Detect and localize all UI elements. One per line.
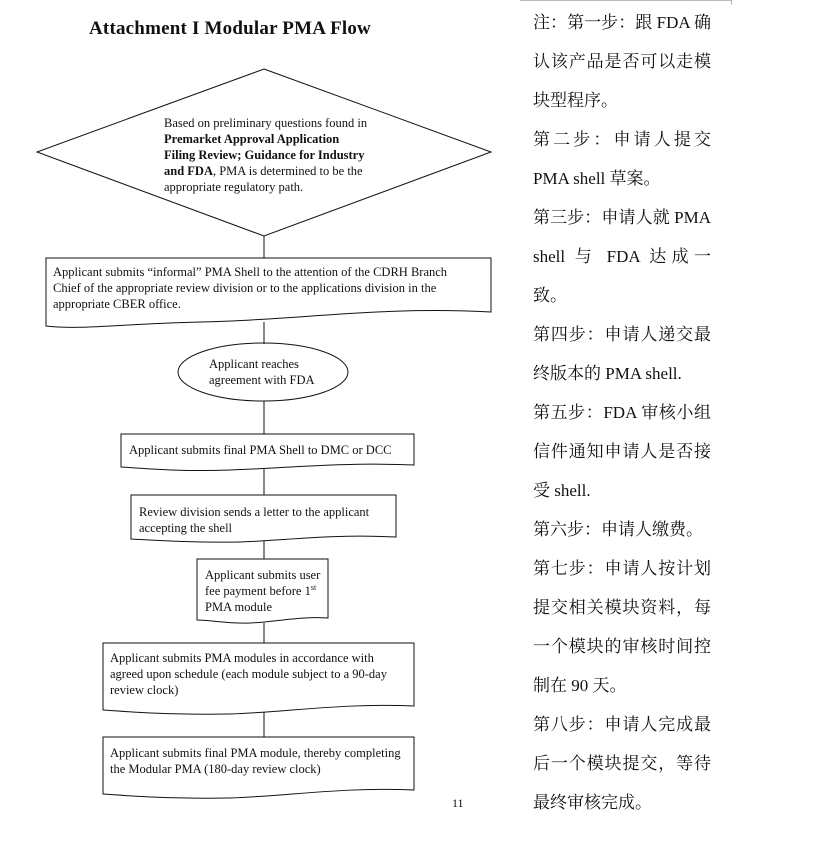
step-line: fee payment before 1 xyxy=(205,584,311,598)
decision-line: Based on preliminary questions found in xyxy=(164,116,368,130)
page-number: 11 xyxy=(452,796,464,810)
note-step-8: 第八步：申请人完成最后一个模块提交，等待最终审核完成。 xyxy=(533,715,711,812)
fee-text xyxy=(205,567,327,615)
agreement-text xyxy=(209,356,339,388)
step-line: accepting the shell xyxy=(139,521,233,535)
note-step-7: 第七步：申请人按计划提交相关模块资料，每一个模块的审核时间控制在 90 天。 xyxy=(533,559,711,695)
decision-bold-line: Premarket Approval Application xyxy=(164,132,340,146)
decision-bold-line: and FDA xyxy=(164,164,213,178)
notes-column xyxy=(533,3,711,822)
informal-shell-text xyxy=(53,264,489,312)
step-line: agreement with FDA xyxy=(209,373,315,387)
note-step-6: 第六步：申请人缴费。 xyxy=(533,520,703,539)
decision-line: appropriate regulatory path. xyxy=(164,180,304,194)
step-line: Applicant submits final PMA Shell to DMC or DCC xyxy=(129,443,392,457)
note-step-5: 第五步：FDA 审核小组信件通知申请人是否接受 shell. xyxy=(533,403,711,500)
letter-text xyxy=(139,504,393,536)
final-module-text xyxy=(110,745,412,777)
step-line: Applicant submits “informal” PMA Shell to the attention of the CDRH Branch xyxy=(53,265,448,279)
step-line: agreed upon schedule (each module subject to a 90-day xyxy=(110,667,387,681)
note-step-4: 第四步：申请人递交最终版本的 PMA shell. xyxy=(533,325,711,383)
step-line: PMA module xyxy=(205,600,273,614)
step-line: Applicant submits final PMA module, thereby completing xyxy=(110,746,401,760)
note-step-1: 注：第一步：跟 FDA 确认该产品是否可以走模块型程序。 xyxy=(533,13,711,110)
note-step-3: 第三步：申请人就 PMA shell 与 FDA 达成一致。 xyxy=(533,208,711,305)
step-line: Applicant submits user xyxy=(205,568,321,582)
modules-text xyxy=(110,650,412,698)
note-step-2: 第二步：申请人提交 PMA shell 草案。 xyxy=(533,130,711,188)
step-line: Applicant submits PMA modules in accordance with xyxy=(110,651,374,665)
step-line: the Modular PMA (180-day review clock) xyxy=(110,762,321,776)
page-top-edge xyxy=(520,0,732,1)
step-line: Applicant reaches xyxy=(209,357,299,371)
ordinal-superscript: st xyxy=(310,582,317,592)
step-line: Chief of the appropriate review division or to the applications division in the xyxy=(53,281,437,295)
step-line: appropriate CBER office. xyxy=(53,297,181,311)
page-top-edge-corner xyxy=(731,0,732,5)
decision-line: , PMA is determined to be the xyxy=(212,164,363,178)
document-title: Attachment I Modular PMA Flow xyxy=(89,18,371,39)
final-shell-text xyxy=(129,442,411,458)
step-line: Review division sends a letter to the applicant xyxy=(139,505,370,519)
step-line: review clock) xyxy=(110,683,179,697)
decision-bold-line: Filing Review; Guidance for Industry xyxy=(164,148,365,162)
decision-text xyxy=(164,115,394,195)
